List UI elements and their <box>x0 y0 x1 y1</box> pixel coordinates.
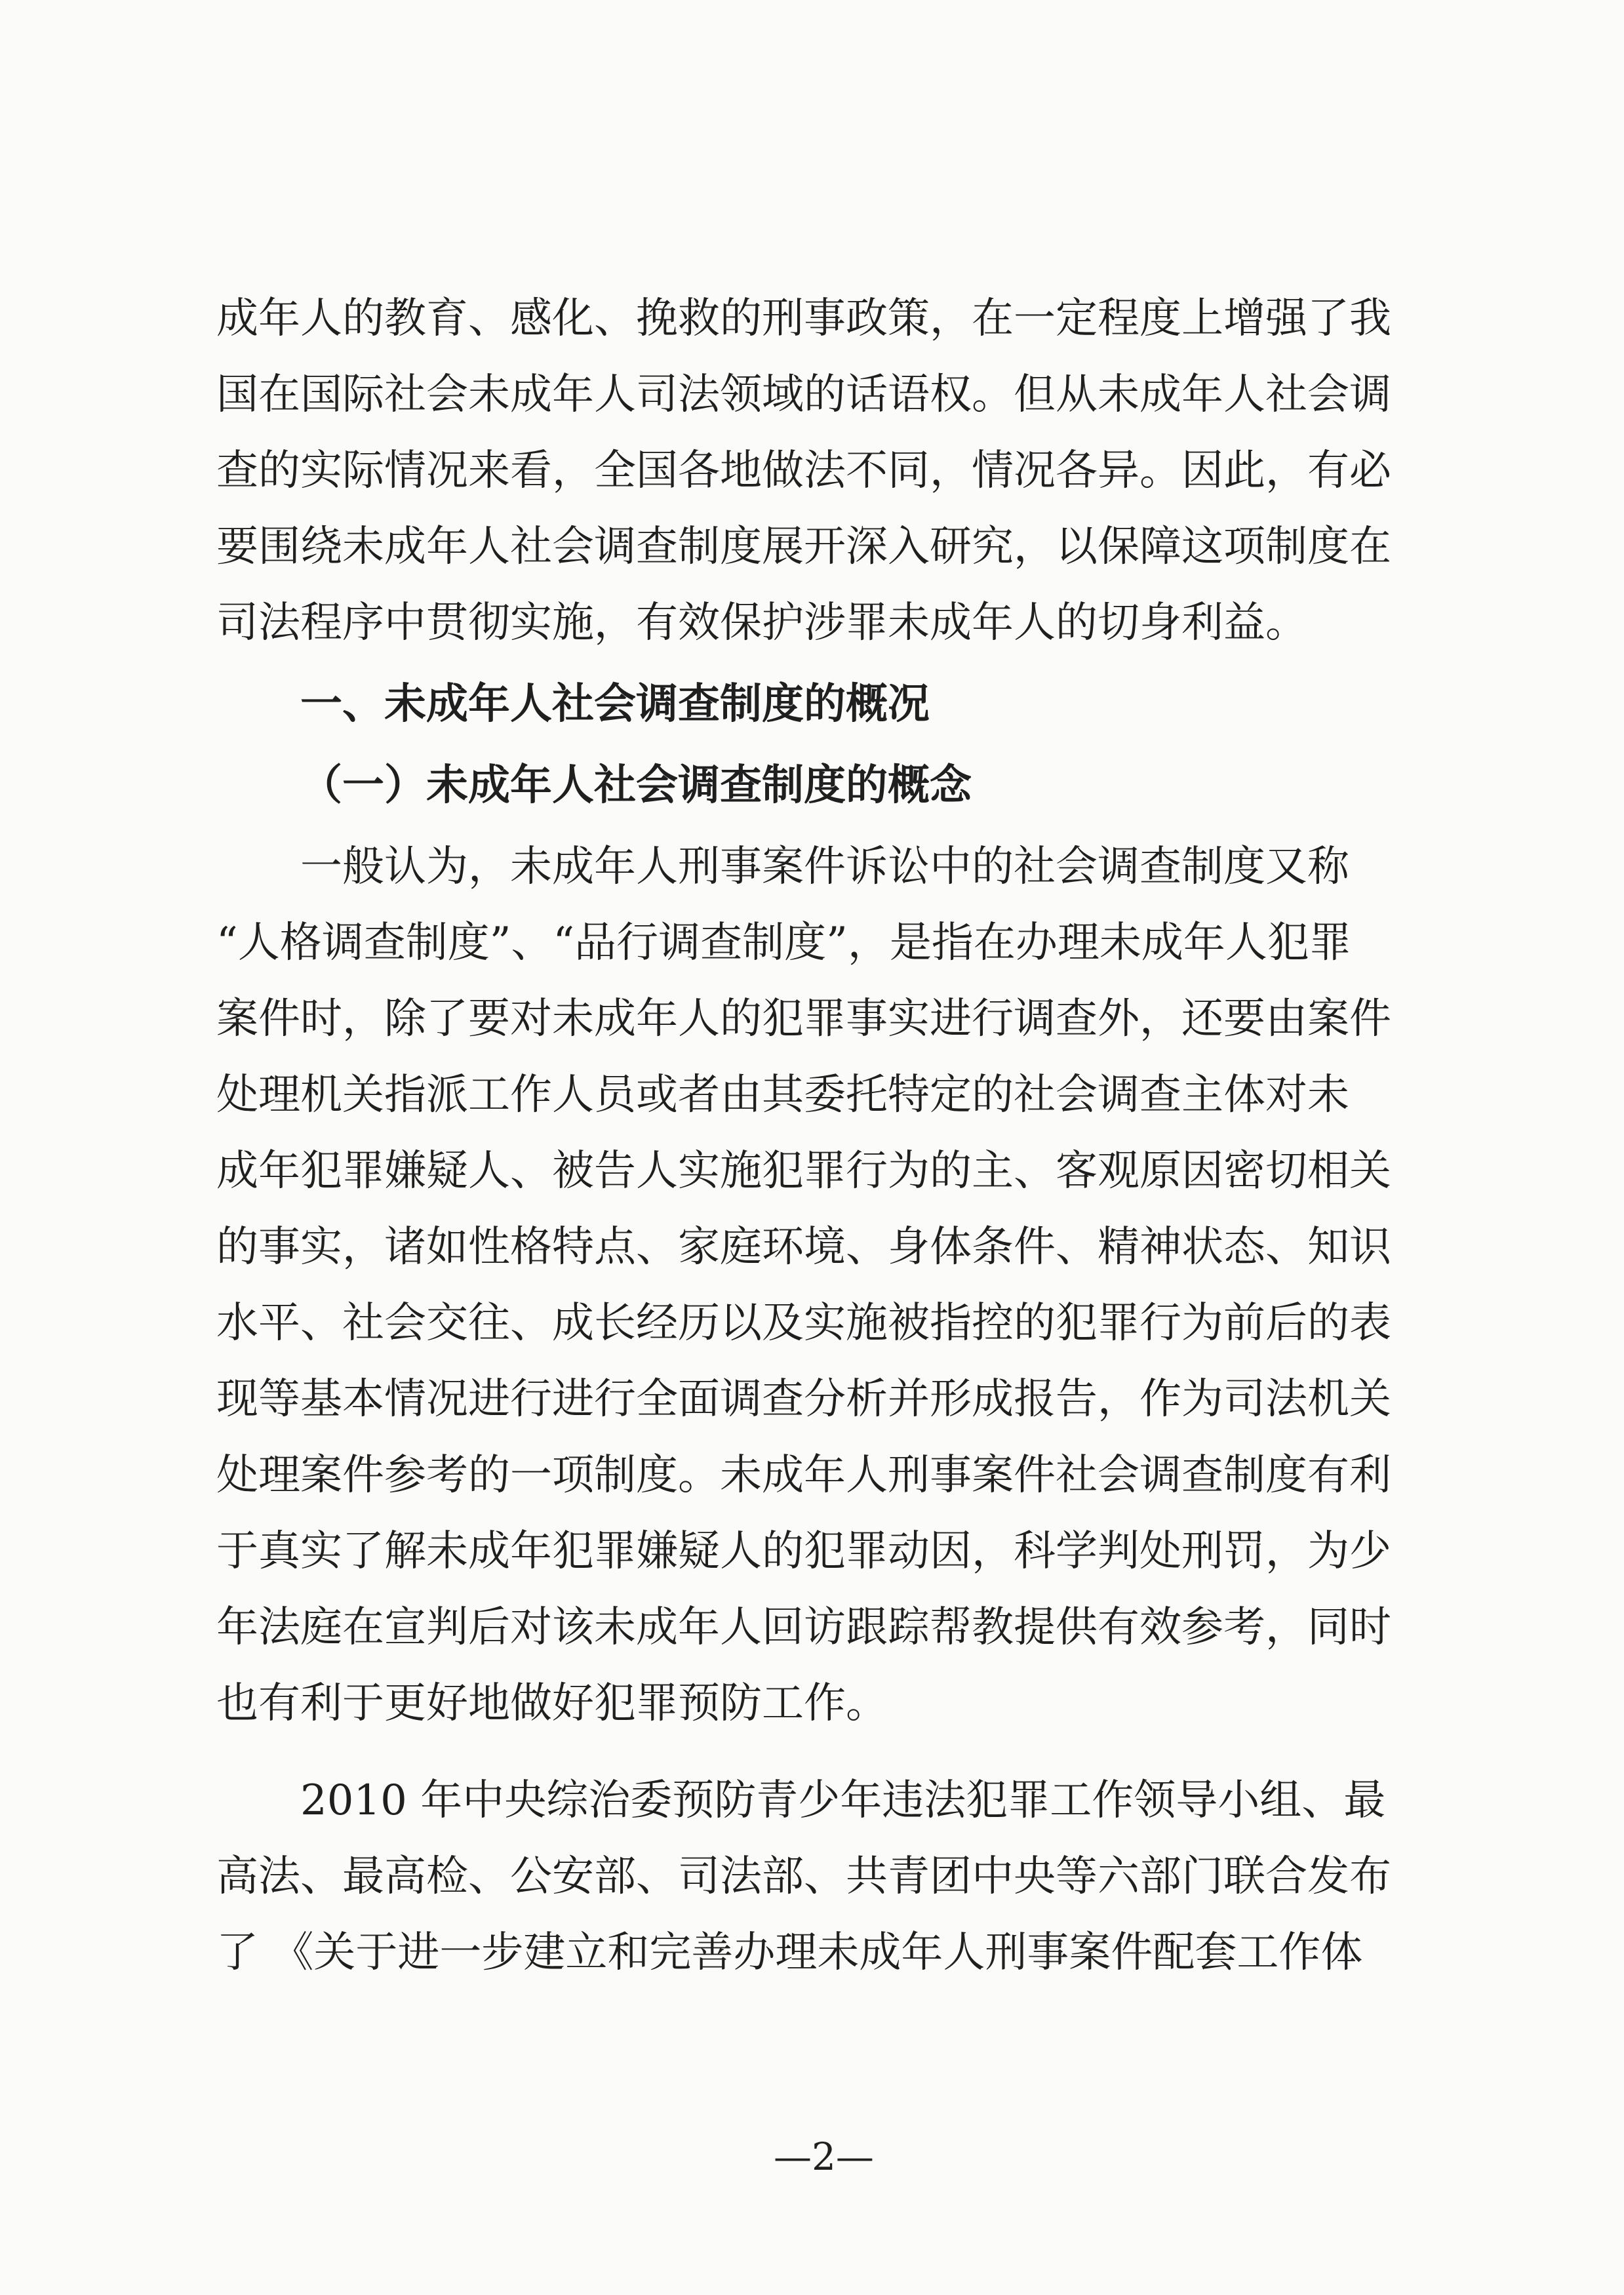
paragraph-line: 成年人的教育、感化、挽救的刑事政策，在一定程度上增强了我 <box>216 294 1391 343</box>
paragraph-line: 了 《关于进一步建立和完善办理未成年人刑事案件配套工作体 <box>216 1928 1363 1977</box>
paragraph-line: 水平、社会交往、成长经历以及实施被指控的犯罪行为前后的表 <box>216 1299 1391 1347</box>
paragraph-line: 也有利于更好地做好犯罪预防工作。 <box>216 1679 888 1728</box>
paragraph-line: 2010 年中央综治委预防青少年违法犯罪工作领导小组、最 <box>300 1776 1386 1825</box>
section-heading: 一、未成年人社会调查制度的概况 <box>300 680 930 728</box>
paragraph-line: 要围绕未成年人社会调查制度展开深入研究，以保障这项制度在 <box>216 523 1391 571</box>
paragraph-line: 年法庭在宣判后对该未成年人回访跟踪帮教提供有效参考，同时 <box>216 1603 1391 1652</box>
paragraph-line: 案件时，除了要对未成年人的犯罪事实进行调查外，还要由案件 <box>216 995 1391 1043</box>
paragraph-line: 查的实际情况来看，全国各地做法不同，情况各异。因此，有必 <box>216 447 1391 495</box>
paragraph-line: 成年犯罪嫌疑人、被告人实施犯罪行为的主、客观原因密切相关 <box>216 1147 1391 1195</box>
paragraph-line: 现等基本情况进行进行全面调查分析并形成报告，作为司法机关 <box>216 1375 1391 1424</box>
subsection-heading: （一）未成年人社会调查制度的概念 <box>300 761 972 810</box>
paragraph-line: 的事实，诸如性格特点、家庭环境、身体条件、精神状态、知识 <box>216 1223 1391 1271</box>
paragraph-line: 司法程序中贯彻实施，有效保护涉罪未成年人的切身利益。 <box>216 599 1307 647</box>
page-number: —2— <box>774 2134 874 2179</box>
paragraph-line: 处理机关指派工作人员或者由其委托特定的社会调查主体对未 <box>216 1071 1349 1119</box>
paragraph-line: “人格调查制度”、“品行调查制度”，是指在办理未成年人犯罪 <box>216 919 1351 967</box>
paragraph-line: 高法、最高检、公安部、司法部、共青团中央等六部门联合发布 <box>216 1852 1391 1901</box>
paragraph-line: 处理案件参考的一项制度。未成年人刑事案件社会调查制度有利 <box>216 1451 1391 1500</box>
paragraph-line: 一般认为，未成年人刑事案件诉讼中的社会调查制度又称 <box>300 843 1349 891</box>
paragraph-line: 于真实了解未成年犯罪嫌疑人的犯罪动因，科学判处刑罚，为少 <box>216 1527 1391 1576</box>
paragraph-line: 国在国际社会未成年人司法领域的话语权。但从未成年人社会调 <box>216 370 1391 419</box>
